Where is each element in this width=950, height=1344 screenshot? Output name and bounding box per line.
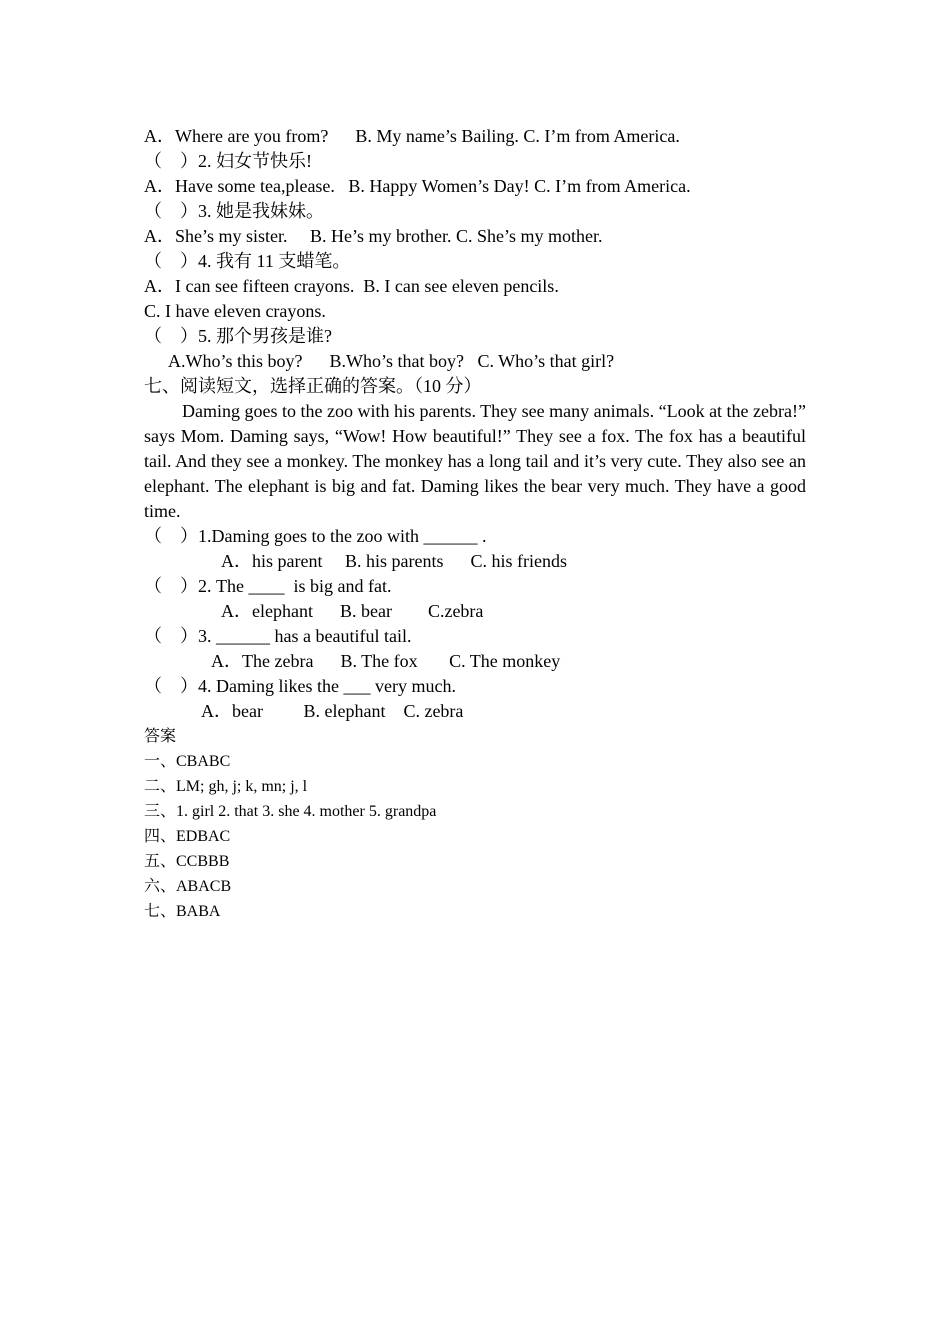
answer-item: 七、BABA bbox=[144, 903, 221, 920]
answer-item: 三、1. girl 2. that 3. she 4. mother 5. grandpa bbox=[144, 803, 437, 820]
q2-options: A．Have some tea,please. B. Happy Women’s Day! C. I’m from America. bbox=[144, 176, 691, 196]
reading-q2: （ ）2. The ____ is big and fat. bbox=[144, 576, 392, 596]
q1-options: A．Where are you from? B. My name’s Bailing. C. I’m from America. bbox=[144, 126, 680, 146]
reading-q4-options: A．bear B. elephant C. zebra bbox=[201, 701, 464, 721]
reading-q4: （ ）4. Daming likes the ___ very much. bbox=[144, 676, 456, 696]
q2-prompt: （ ）2. 妇女节快乐! bbox=[144, 151, 312, 171]
q4-prompt: （ ）4. 我有 11 支蜡笔。 bbox=[144, 251, 351, 271]
answer-item: 二、LM; gh, j; k, mn; j, l bbox=[144, 778, 308, 795]
reading-q1-options: A．his parent B. his parents C. his friends bbox=[221, 551, 567, 571]
reading-q3: （ ）3. ______ has a beautiful tail. bbox=[144, 626, 412, 646]
q4-options-line1: A．I can see fifteen crayons. B. I can see eleven pencils. bbox=[144, 276, 559, 296]
q3-prompt: （ ）3. 她是我妹妹。 bbox=[144, 201, 324, 221]
answer-item: 五、CCBBB bbox=[144, 853, 230, 870]
section7-heading: 七、阅读短文，选择正确的答案。（10 分） bbox=[144, 376, 482, 396]
q4-options-line2: C. I have eleven crayons. bbox=[144, 301, 326, 321]
answer-item: 四、EDBAC bbox=[144, 828, 231, 845]
reading-q3-options: A．The zebra B. The fox C. The monkey bbox=[211, 651, 561, 671]
answer-item: 一、CBABC bbox=[144, 753, 231, 770]
answer-item: 六、ABACB bbox=[144, 878, 232, 895]
reading-q1: （ ）1.Daming goes to the zoo with ______ . bbox=[144, 526, 487, 546]
q3-options: A．She’s my sister. B. He’s my brother. C. She’s my mother. bbox=[144, 226, 603, 246]
q5-prompt: （ ）5. 那个男孩是谁? bbox=[144, 326, 332, 346]
reading-passage: Daming goes to the zoo with his parents. They see many animals. “Look at the zebra!” says Mom. Daming says, “Wow! How beautiful!” They see a fox. The fox has a beautiful tail. And they see a monkey. The monkey has a long tail and it’s very cute. They also see an elephant. The elephant is big and fat. Daming likes the bear very much. They have a good time. bbox=[144, 401, 806, 521]
worksheet-page bbox=[144, 124, 806, 924]
q5-options: A.Who’s this boy? B.Who’s that boy? C. Who’s that girl? bbox=[168, 351, 615, 371]
reading-q2-options: A．elephant B. bear C.zebra bbox=[221, 601, 484, 621]
answers-title: 答案 bbox=[144, 728, 177, 745]
